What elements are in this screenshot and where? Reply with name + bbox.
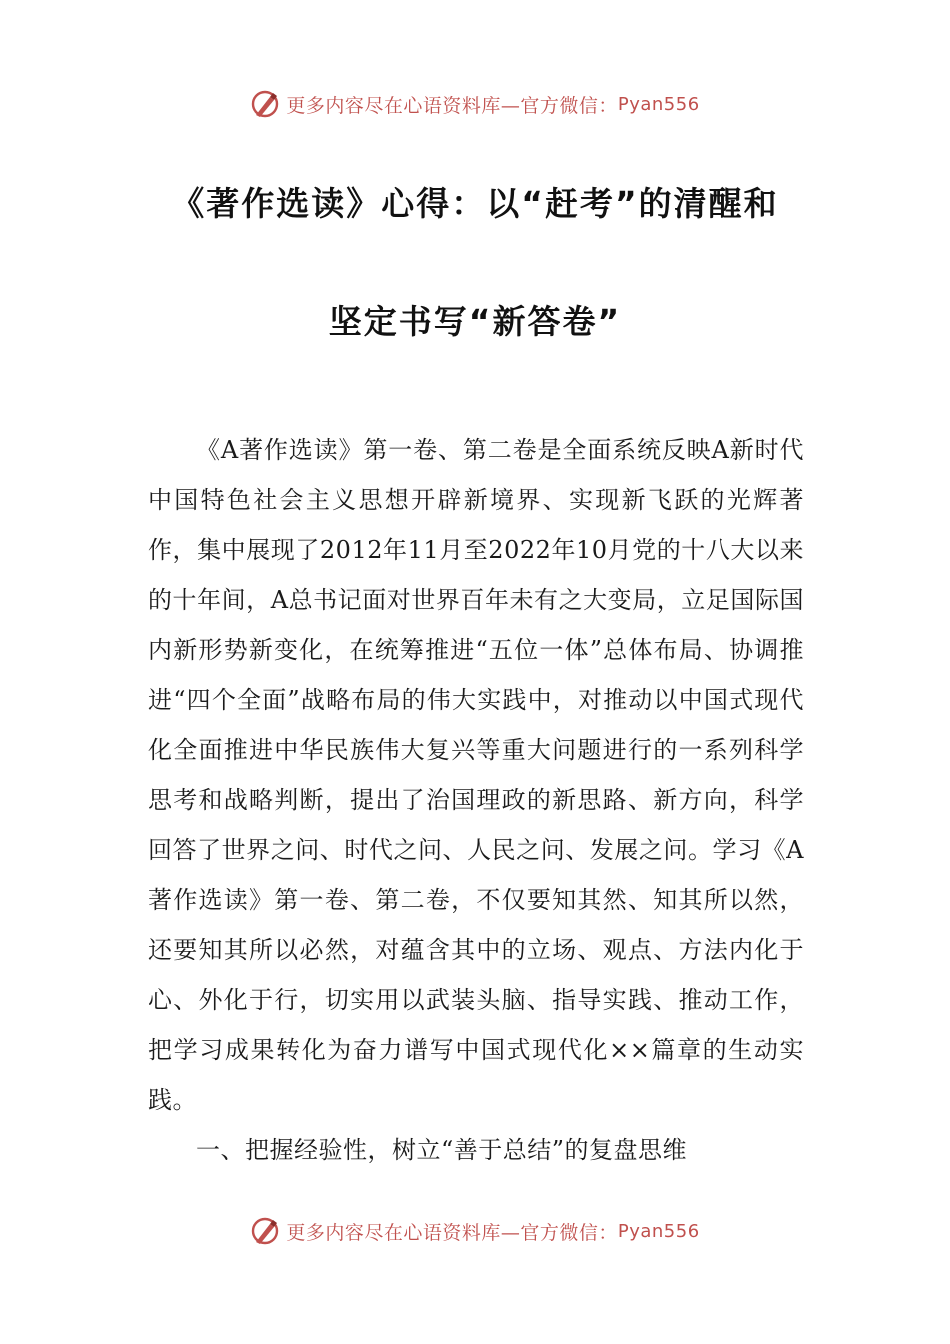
page-title-line-2: 坚定书写“新答卷” (328, 302, 622, 341)
footer-banner-contact: Pyan556 (617, 1220, 700, 1242)
header-banner (0, 84, 950, 124)
document-body (148, 425, 804, 1175)
header-banner-text: 更多内容尽在心语资料库—官方微信： (286, 94, 618, 117)
body-paragraph: 《A著作选读》第一卷、第二卷是全面系统反映A新时代中国特色社会主义思想开辟新境界、实现新飞跃的光辉著作，集中展现了2012年11月至2022年10月党的十八大以来的十年间，A总书记面对世界百年未有之大变局，立足国际国内新形势新变化，在统筹推进“五位一体”总体布局、协调推进“四个全面”战略布局的伟大实践中，对推动以中国式现代化全面推进中华民族伟大复兴等重大问题进行的一系列科学思考和战略判断，提出了治国理政的新思路、新方向，科学回答了世界之问、时代之问、人民之问、发展之问。学习《A著作选读》第一卷、第二卷，不仅要知其然、知其所以然，还要知其所以必然，对蕴含其中的立场、观点、方法内化于心、外化于行，切实用以武装头脑、指导实践、推动工作，把学习成果转化为奋力谱写中国式现代化××篇章的生动实践。 (148, 436, 804, 1114)
footer-banner (0, 1211, 950, 1251)
section-heading: 一、把握经验性，树立“善于总结”的复盘思维 (196, 1136, 688, 1164)
footer-banner-text: 更多内容尽在心语资料库—官方微信： (286, 1221, 618, 1244)
page-title-line-1: 《著作选读》心得：以“赶考”的清醒和 (171, 184, 779, 223)
pen-nib-circle-icon (250, 89, 280, 119)
pen-nib-circle-icon (250, 1216, 280, 1246)
header-banner-contact: Pyan556 (617, 93, 700, 115)
